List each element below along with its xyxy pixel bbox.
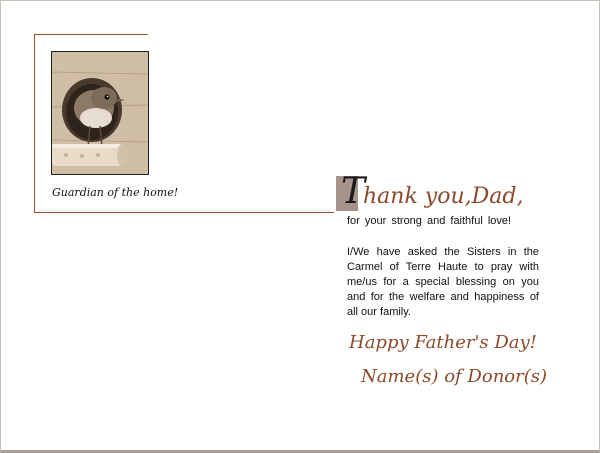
photo-caption: Guardian of the home! — [52, 186, 179, 199]
bird-photo — [51, 51, 149, 175]
closing-greeting: Happy Father's Day! — [349, 332, 537, 353]
message-paragraph: I/We have asked the Sisters in the Carmel of Terre Haute to pray with me/us for a special blessing on you and for the welfare and happiness of all our family. — [347, 246, 539, 318]
bird-in-birdhouse-image — [52, 52, 148, 174]
frame-line-left — [34, 34, 35, 213]
message-line-1: for your strong and faithful love! — [347, 215, 512, 227]
frame-line-bottom — [34, 212, 334, 213]
donor-signature: Name(s) of Donor(s) — [361, 366, 548, 387]
heading-rest: hank you,Dad, — [363, 184, 524, 209]
heading-initial: T — [341, 171, 364, 212]
frame-line-top — [34, 34, 148, 35]
thank-you-heading — [341, 171, 523, 212]
